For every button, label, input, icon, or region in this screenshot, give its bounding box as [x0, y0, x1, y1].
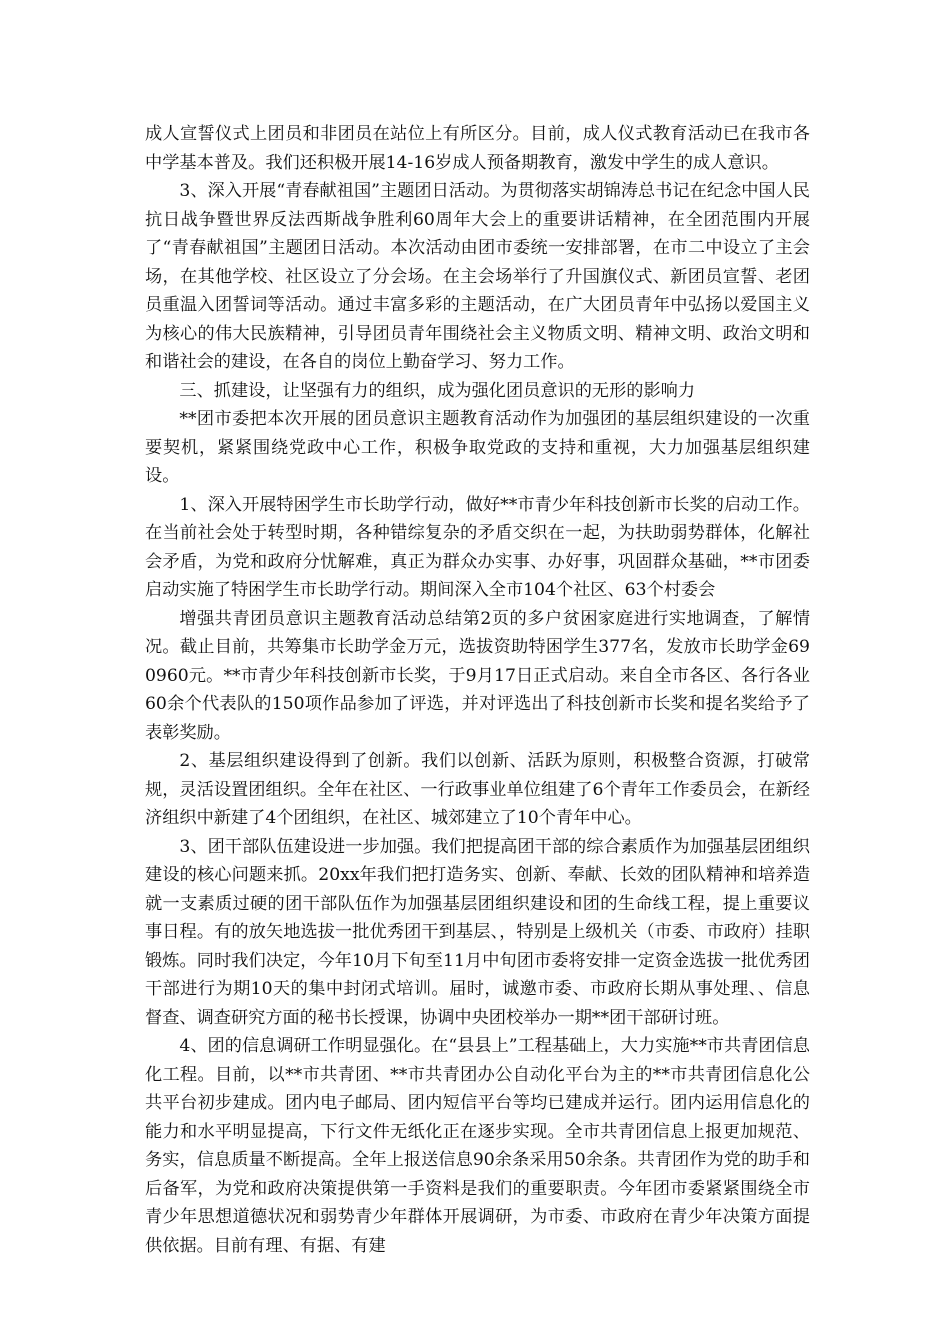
document-body: [145, 120, 810, 1260]
paragraph-5: 1、深入开展特困学生市长助学行动，做好**市青少年科技创新市长奖的启动工作。在当前社会处于转型时期，各种错综复杂的矛盾交织在一起，为扶助弱势群体，化解社会矛盾，为党和政府分忧解难，真正为群众办实事、办好事，巩固群众基础，**市团委启动实施了特困学生市长助学行动。期间深入全市104个社区、63个村委会: [145, 494, 810, 600]
paragraph-2: 3、深入开展“青春献祖国”主题团日活动。为贯彻落实胡锦涛总书记在纪念中国人民抗日战争暨世界反法西斯战争胜利60周年大会上的重要讲话精神，在全团范围内开展了“青春献祖国”主题团日活动。本次活动由团市委统一安排部署，在市二中设立了主会场，在其他学校、社区设立了分会场。在主会场举行了升国旗仪式、新团员宣誓、老团员重温入团誓词等活动。通过丰富多彩的主题活动，在广大团员青年中弘扬以爱国主义为核心的伟大民族精神，引导团员青年围绕社会主义物质文明、精神文明、政治文明和和谐社会的建设，在各自的岗位上勤奋学习、努力工作。: [145, 181, 810, 372]
paragraph-7: 2、基层组织建设得到了创新。我们以创新、活跃为原则，积极整合资源，打破常规，灵活设置团组织。全年在社区、一行政事业单位组建了6个青年工作委员会，在新经济组织中新建了4个团组织，在社区、城郊建立了10个青年中心。: [145, 751, 810, 828]
paragraph-6: 增强共青团员意识主题教育活动总结第2页的多户贫困家庭进行实地调查，了解情况。截止目前，共筹集市长助学金万元，选拔资助特困学生377名，发放市长助学金690960元。**市青少年科技创新市长奖，于9月17日正式启动。来自全市各区、各行各业60余个代表队的150项作品参加了评选，并对评选出了科技创新市长奖和提名奖给予了表彰奖励。: [145, 608, 810, 743]
paragraph-9: 4、团的信息调研工作明显强化。在“县县上”工程基础上，大力实施**市共青团信息化工程。目前，以**市共青团、**市共青团办公自动化平台为主的**市共青团信息化公共平台初步建成。团内电子邮局、团内短信平台等均已建成并运行。团内运用信息化的能力和水平明显提高，下行文件无纸化正在逐步实现。全市共青团信息上报更加规范、务实，信息质量不断提高。全年上报送信息90余条采用50余条。共青团作为党的助手和后备军，为党和政府决策提供第一手资料是我们的重要职责。今年团市委紧紧围绕全市青少年思想道德状况和弱势青少年群体开展调研，为市委、市政府在青少年决策方面提供依据。目前有理、有据、有建: [145, 1036, 810, 1256]
paragraph-1: 成人宣誓仪式上团员和非团员在站位上有所区分。目前，成人仪式教育活动已在我市各中学基本普及。我们还积极开展14-16岁成人预备期教育，激发中学生的成人意识。: [145, 124, 810, 173]
paragraph-4: **团市委把本次开展的团员意识主题教育活动作为加强团的基层组织建设的一次重要契机，紧紧围绕党政中心工作，积极争取党政的支持和重视，大力加强基层组织建设。: [145, 409, 810, 486]
section-heading: 三、抓建设，让坚强有力的组织，成为强化团员意识的无形的影响力: [179, 380, 696, 401]
paragraph-8: 3、团干部队伍建设进一步加强。我们把提高团干部的综合素质作为加强基层团组织建设的核心问题来抓。20xx年我们把打造务实、创新、奉献、长效的团队精神和培养造就一支素质过硬的团干部队伍作为加强基层团组织建设和团的生命线工程，提上重要议事日程。有的放矢地选拔一批优秀团干到基层、，特别是上级机关（市委、市政府）挂职锻炼。同时我们决定，今年10月下旬至11月中旬团市委将安排一定资金选拔一批优秀团干部进行为期10天的集中封闭式培训。届时，诚邀市委、市政府长期从事处理、、信息督查、调查研究方面的秘书长授课，协调中央团校举办一期**团干部研讨班。: [145, 836, 810, 1028]
